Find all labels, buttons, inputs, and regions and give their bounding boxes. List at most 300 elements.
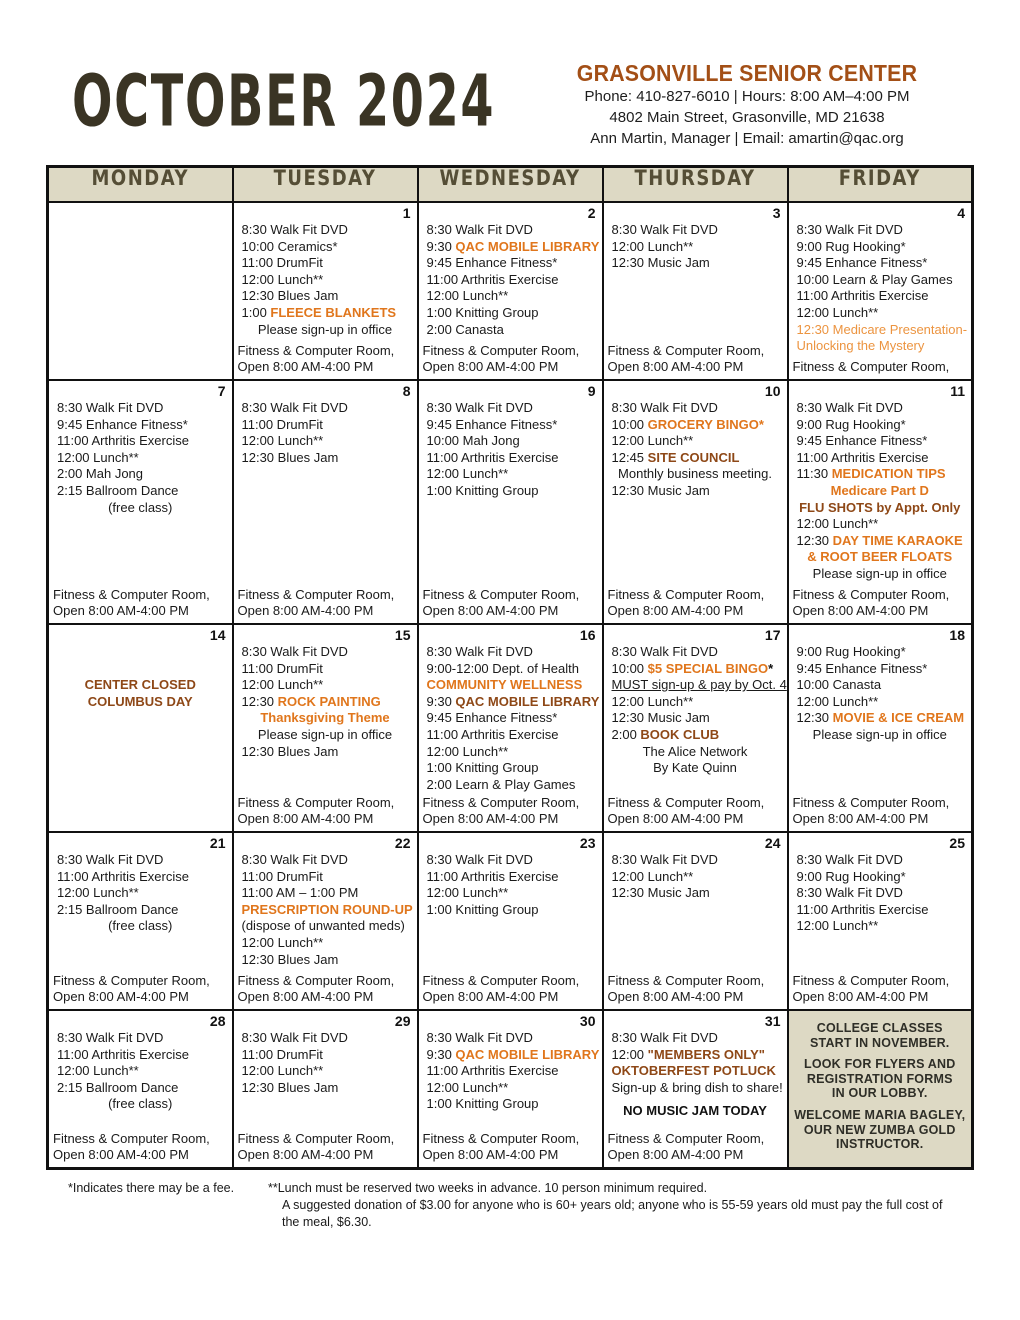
event-text: COLUMBUS DAY [87, 693, 193, 709]
event-text: FLU SHOTS by Appt. Only [799, 499, 961, 515]
spacer-line [52, 661, 229, 678]
room-hours-line: Fitness & Computer Room, [237, 794, 395, 810]
event-line [422, 694, 599, 711]
announcement-cell [788, 1010, 973, 1169]
event-line [237, 918, 414, 935]
event-text: 11:00 AM – 1:00 PM [241, 885, 359, 901]
event-text: 12:30 [796, 710, 833, 726]
event-line [422, 433, 599, 450]
date-number: 31 [764, 1013, 781, 1029]
event-text: 8:30 Walk Fit DVD [611, 852, 718, 867]
event-text: 12:00 Lunch** [57, 1063, 139, 1079]
room-hours-footer [237, 1131, 414, 1164]
event-text: 9:45 Enhance Fitness* [57, 416, 188, 432]
event-line [792, 533, 969, 550]
event-line [792, 677, 969, 694]
event-text: 12:00 Lunch** [426, 288, 509, 304]
event-line [237, 661, 414, 678]
event-text: 12:30 Blues Jam [241, 951, 339, 967]
event-text: 11:00 Arthritis Exercise [57, 868, 189, 884]
event-line [52, 902, 229, 919]
event-line [607, 744, 784, 761]
event-line [792, 727, 969, 744]
room-hours-line: Fitness & Computer Room, [792, 586, 950, 602]
event-line [792, 885, 969, 902]
event-text: 8:30 Walk Fit DVD [426, 852, 533, 867]
event-line [422, 1096, 599, 1113]
room-hours-footer [237, 795, 414, 828]
event-text: Monthly business meeting. [618, 466, 772, 482]
event-line [422, 239, 599, 256]
day-cell-7 [48, 380, 233, 624]
room-hours-line: Fitness & Computer Room, [607, 586, 765, 602]
event-text: 11:00 Arthritis Exercise [57, 433, 189, 449]
event-line [792, 433, 969, 450]
event-text: "MEMBERS ONLY" [647, 1046, 765, 1062]
room-hours-line: Open 8:00 AM-4:00 PM [607, 603, 744, 619]
day-cell-23 [418, 832, 603, 1010]
event-line [237, 902, 414, 919]
calendar-week-row [48, 202, 973, 380]
event-text: INSTRUCTOR. [836, 1137, 924, 1152]
event-line [607, 661, 784, 678]
date-number: 11 [950, 383, 965, 399]
event-line [607, 450, 784, 467]
day-cell-22 [233, 832, 418, 1010]
event-text: 2:15 Ballroom Dance [57, 482, 179, 498]
room-hours-line: Open 8:00 AM-4:00 PM [607, 359, 744, 375]
event-text: 8:30 Walk Fit DVD [426, 1030, 533, 1045]
event-text: OUR NEW ZUMBA GOLD [803, 1122, 956, 1137]
room-hours-line: Open 8:00 AM-4:00 PM [422, 359, 559, 375]
event-text: Please sign-up in office [812, 726, 947, 742]
event-text: 9:45 Enhance Fitness* [796, 255, 928, 271]
event-line [422, 305, 599, 322]
event-line [237, 239, 414, 256]
event-text: 12:45 [611, 449, 648, 465]
event-line [422, 1030, 599, 1047]
room-hours-line: Fitness & Computer Room, [237, 342, 395, 358]
event-line [422, 450, 599, 467]
room-hours-line: Fitness & Computer Room, [422, 972, 580, 988]
event-line [792, 661, 969, 678]
day-cell-content [49, 625, 232, 831]
event-text: 8:30 Walk Fit DVD [611, 1030, 718, 1045]
event-text: 12:00 Lunch** [241, 677, 324, 693]
date-number: 18 [949, 627, 965, 643]
event-line [52, 1096, 229, 1113]
calendar-week-row [48, 1010, 973, 1169]
event-line [422, 869, 599, 886]
event-text: 10:00 Learn & Play Games [796, 271, 953, 287]
event-line [52, 885, 229, 902]
event-line [792, 1108, 969, 1123]
event-line [607, 869, 784, 886]
event-text: 11:00 DrumFit [241, 416, 323, 432]
event-line [422, 677, 599, 694]
event-line [607, 1030, 784, 1047]
day-cell-8 [233, 380, 418, 624]
event-line [237, 869, 414, 886]
event-line [422, 1080, 599, 1097]
event-line [237, 644, 414, 661]
room-hours-line: Open 8:00 AM-4:00 PM [422, 1147, 559, 1163]
event-text: 10:00 [611, 660, 648, 676]
room-hours-line: Fitness & Computer Room, [53, 972, 210, 988]
event-line [792, 549, 969, 566]
event-text: 1:00 [241, 304, 271, 320]
room-hours-footer [422, 795, 599, 828]
event-line [52, 466, 229, 483]
event-text: 12:00 Lunch** [611, 238, 694, 254]
event-text: 11:00 Arthritis Exercise [426, 271, 559, 287]
event-line [422, 272, 599, 289]
event-line [52, 869, 229, 886]
event-text: 1:00 Knitting Group [426, 1096, 539, 1112]
date-number: 22 [394, 835, 411, 851]
event-text: 11:00 Arthritis Exercise [57, 1046, 189, 1062]
event-text: 8:30 Walk Fit DVD [611, 400, 718, 415]
room-hours-footer [607, 587, 784, 620]
event-line [422, 483, 599, 500]
event-text: 8:30 Walk Fit DVD [241, 1030, 348, 1045]
event-line [52, 677, 229, 694]
date-number: 10 [764, 383, 781, 399]
date-number: 4 [957, 205, 965, 221]
event-line [607, 644, 784, 661]
contact-phone-hours: Phone: 410-827-6010 | Hours: 8:00 AM–4:00 PM [584, 88, 910, 105]
contact-address: 4802 Main Street, Grasonville, MD 21638 [609, 109, 885, 126]
event-line [792, 239, 969, 256]
date-number: 3 [772, 205, 781, 221]
room-hours-line: Open 8:00 AM-4:00 PM [53, 989, 189, 1005]
event-line [792, 272, 969, 289]
event-text: 12:00 Lunch** [241, 271, 324, 287]
event-text: QAC MOBILE LIBRARY [455, 1046, 600, 1062]
event-text: 8:30 Walk Fit DVD [57, 852, 164, 867]
event-line [607, 255, 784, 272]
event-line [422, 902, 599, 919]
event-text: 9:45 Enhance Fitness* [426, 255, 558, 271]
event-text: CENTER CLOSED [84, 677, 196, 693]
event-text: 8:30 Walk Fit DVD [241, 644, 348, 659]
room-hours-line: Open 8:00 AM-4:00 PM [792, 811, 929, 827]
day-cell-content [789, 381, 972, 623]
event-text: 8:30 Walk Fit DVD [57, 1030, 164, 1045]
contact-manager-email: Ann Martin, Manager | Email: amartin@qac.org [590, 130, 904, 147]
room-hours-footer [792, 795, 969, 828]
event-line [237, 1063, 414, 1080]
room-hours-line: Open 8:00 AM-4:00 PM [53, 603, 189, 619]
day-cell-content [604, 1011, 787, 1167]
event-text: MOVIE & ICE CREAM [832, 710, 965, 726]
room-hours-line: Open 8:00 AM-4:00 PM [607, 989, 744, 1005]
event-text: 12:30 Blues Jam [241, 743, 339, 759]
day-cell-28 [48, 1010, 233, 1169]
event-line [52, 483, 229, 500]
event-text: 8:30 Walk Fit DVD [426, 400, 533, 415]
day-cell-content [49, 833, 232, 1009]
event-text: 2:00 Mah Jong [57, 466, 144, 482]
day-cell-content [49, 203, 232, 379]
event-text: 11:00 Arthritis Exercise [426, 726, 559, 742]
event-text: 12:00 Lunch** [426, 1079, 509, 1095]
event-text: 12:00 Lunch** [426, 885, 509, 901]
weekday-header-row [48, 167, 973, 203]
event-text: (free class) [108, 1096, 173, 1112]
event-line [792, 1021, 969, 1036]
day-cell-1 [233, 202, 418, 380]
date-number: 9 [587, 383, 596, 399]
event-text: 12:00 Lunch** [796, 516, 879, 532]
day-cell-content [234, 1011, 417, 1167]
date-number: 29 [394, 1013, 411, 1029]
day-cell-content [789, 833, 972, 1009]
event-text: REGISTRATION FORMS [806, 1071, 953, 1086]
event-text: 12:00 Lunch** [241, 934, 324, 950]
event-text: 1:00 Knitting Group [426, 482, 539, 498]
event-line [792, 322, 969, 339]
event-text: 8:30 Walk Fit DVD [426, 644, 533, 659]
event-line [607, 1047, 784, 1064]
room-hours-line: Open 8:00 AM-4:00 PM [237, 1147, 374, 1163]
event-line [607, 727, 784, 744]
event-text: 11:00 Arthritis Exercise [426, 1063, 559, 1079]
room-hours-line: Open 8:00 AM-4:00 PM [237, 603, 374, 619]
event-text: 8:30 Walk Fit DVD [241, 852, 348, 867]
event-text: 11:30 [796, 466, 832, 482]
event-text: 1:00 Knitting Group [426, 304, 539, 320]
event-text: 12:00 Lunch** [57, 449, 139, 465]
event-line [422, 777, 599, 794]
event-line [607, 239, 784, 256]
event-text: (free class) [108, 499, 173, 515]
event-text: 10:00 Mah Jong [426, 433, 520, 449]
room-hours-line: Open 8:00 AM-4:00 PM [607, 1147, 744, 1163]
event-text: 11:00 DrumFit [241, 255, 323, 271]
event-text: 9:45 Enhance Fitness* [426, 710, 558, 726]
event-text: 8:30 Walk Fit DVD [241, 400, 348, 415]
event-line [52, 500, 229, 517]
event-text: 12:00 Lunch** [611, 433, 694, 449]
event-line [792, 338, 969, 355]
event-text: Please sign-up in office [812, 565, 947, 581]
event-line [792, 417, 969, 434]
room-hours-line: Fitness & Computer Room, [792, 359, 950, 375]
event-text: Please sign-up in office [257, 726, 393, 742]
event-text: 11:00 Arthritis Exercise [796, 288, 929, 304]
event-line [607, 466, 784, 483]
spacer-line [52, 644, 229, 661]
event-text: 8:30 Walk Fit DVD [611, 644, 718, 659]
weekday-header-wednesday [418, 167, 603, 203]
day-cell-content [419, 625, 602, 831]
room-hours-line: Fitness & Computer Room, [53, 1130, 210, 1146]
day-cell-24 [603, 832, 788, 1010]
event-text: 9:30 [426, 238, 456, 254]
event-text: 12:00 Lunch** [611, 868, 694, 884]
event-line [792, 869, 969, 886]
event-line [422, 288, 599, 305]
lunch-footnote-line2: A suggested donation of $3.00 for anyone who is 60+ years old; anyone who is 55-59 years old must pay the full cost of [282, 1198, 943, 1212]
event-line [792, 918, 969, 935]
date-number: 30 [579, 1013, 596, 1029]
event-line [52, 400, 229, 417]
event-text: 9:30 [426, 693, 456, 709]
calendar-weekday-header [48, 167, 973, 203]
event-line [237, 450, 414, 467]
event-text: 9:00 Rug Hooking* [796, 644, 906, 659]
event-text: QAC MOBILE LIBRARY [455, 238, 600, 254]
event-text: 10:00 Canasta [796, 677, 882, 693]
room-hours-footer [237, 973, 414, 1006]
event-line [792, 1057, 969, 1072]
month-title-text: OCTOBER 2024 [72, 60, 496, 144]
event-line [52, 433, 229, 450]
event-line [422, 400, 599, 417]
event-line [237, 272, 414, 289]
room-hours-footer [607, 795, 784, 828]
event-line [237, 852, 414, 869]
room-hours-line: Fitness & Computer Room, [422, 794, 580, 810]
event-text: 12:00 Lunch** [57, 885, 139, 901]
day-cell-content [604, 833, 787, 1009]
event-line [422, 255, 599, 272]
event-text: Sign-up & bring dish to share! [611, 1079, 783, 1095]
event-text: 11:00 DrumFit [241, 868, 323, 884]
calendar-body [48, 202, 973, 1169]
room-hours-footer [422, 973, 599, 1006]
day-cell-content [234, 381, 417, 623]
event-line [237, 288, 414, 305]
event-text: MEDICATION TIPS [831, 466, 946, 482]
event-text: 8:30 Walk Fit DVD [426, 222, 533, 237]
room-hours-line: Fitness & Computer Room, [53, 586, 210, 602]
event-line [792, 288, 969, 305]
day-cell-content [234, 833, 417, 1009]
event-text: SITE COUNCIL [647, 449, 740, 465]
event-text: 12:00 Lunch** [796, 918, 879, 934]
event-line [422, 885, 599, 902]
event-line [52, 918, 229, 935]
event-line [422, 852, 599, 869]
event-line [607, 433, 784, 450]
event-text: NO MUSIC JAM TODAY [623, 1103, 767, 1119]
event-text: 12:30 Music Jam [611, 255, 710, 271]
day-cell-18 [788, 624, 973, 832]
room-hours-footer [422, 1131, 599, 1164]
date-number: 16 [579, 627, 596, 643]
event-line [792, 516, 969, 533]
event-text: 9:45 Enhance Fitness* [796, 660, 928, 676]
event-text: 12:00 Lunch** [426, 466, 509, 482]
day-cell-16 [418, 624, 603, 832]
event-line [792, 1036, 969, 1051]
event-line [607, 1103, 784, 1120]
date-number: 1 [402, 205, 411, 221]
room-hours-line: Open 8:00 AM-4:00 PM [237, 359, 374, 375]
weekday-header-friday [788, 167, 973, 203]
event-text: 2:00 Learn & Play Games [426, 776, 576, 792]
event-text: 1:00 Knitting Group [426, 901, 539, 917]
event-line [52, 1047, 229, 1064]
event-line [792, 450, 969, 467]
event-text: 12:30 Music Jam [611, 710, 710, 726]
event-text: 11:00 DrumFit [241, 1046, 323, 1062]
day-cell-content [789, 625, 972, 831]
event-line [792, 1086, 969, 1101]
event-line [237, 727, 414, 744]
day-cell-content [419, 203, 602, 379]
room-hours-line: Fitness & Computer Room, [607, 342, 765, 358]
event-text: The Alice Network [642, 743, 748, 759]
event-text: COMMUNITY WELLNESS [426, 677, 583, 693]
event-line [237, 694, 414, 711]
event-text: 11:00 Arthritis Exercise [796, 449, 929, 465]
weekday-header-tuesday [233, 167, 418, 203]
event-text: (dispose of unwanted meds) [241, 918, 405, 934]
event-text: 12:30 Blues Jam [241, 1079, 339, 1095]
room-hours-footer [607, 1131, 784, 1164]
event-text: Medicare Part D [830, 482, 929, 498]
event-line [607, 885, 784, 902]
month-title [72, 60, 496, 144]
event-text: & ROOT BEER FLOATS [807, 549, 953, 565]
footnote-row [68, 1180, 1020, 1197]
event-text: OKTOBERFEST POTLUCK [611, 1063, 776, 1079]
event-line [607, 677, 787, 694]
event-line [792, 500, 969, 517]
event-text: 12:30 Blues Jam [241, 288, 339, 304]
day-cell-empty [48, 202, 233, 380]
event-text: 1:00 Knitting Group [426, 760, 539, 776]
event-text: MUST sign-up & pay by Oct. 4 [611, 677, 787, 693]
event-line [422, 727, 599, 744]
event-text: Thanksgiving Theme [260, 710, 390, 726]
event-text: 12:00 Lunch** [426, 743, 509, 759]
event-text: 11:00 Arthritis Exercise [796, 901, 929, 917]
room-hours-line: Open 8:00 AM-4:00 PM [422, 603, 559, 619]
event-text: 9:00 Rug Hooking* [796, 238, 906, 254]
event-text: 10:00 Ceramics* [241, 238, 338, 254]
room-hours-footer [237, 343, 414, 376]
event-line [422, 1063, 599, 1080]
event-text: 12:30 Blues Jam [241, 449, 339, 465]
event-line [607, 417, 784, 434]
event-text: (free class) [108, 918, 173, 934]
day-cell-content [419, 833, 602, 1009]
weekday-header-thursday [603, 167, 788, 203]
event-line [237, 255, 414, 272]
day-cell-3 [603, 202, 788, 380]
room-hours-line: Fitness & Computer Room, [607, 794, 765, 810]
event-line [52, 852, 229, 869]
event-line [792, 255, 969, 272]
event-text: 12:30 [241, 693, 278, 709]
event-text: By Kate Quinn [653, 760, 737, 776]
event-text: 12:00 [611, 1046, 648, 1062]
event-line [792, 710, 969, 727]
room-hours-line: Fitness & Computer Room, [422, 1130, 580, 1146]
day-cell-content [604, 625, 787, 831]
event-text: 8:30 Walk Fit DVD [796, 222, 903, 237]
event-line [237, 433, 414, 450]
event-line [607, 483, 784, 500]
room-hours-footer [237, 587, 414, 620]
event-line [792, 852, 969, 869]
room-hours-line: Fitness & Computer Room, [792, 794, 950, 810]
date-number: 23 [579, 835, 596, 851]
